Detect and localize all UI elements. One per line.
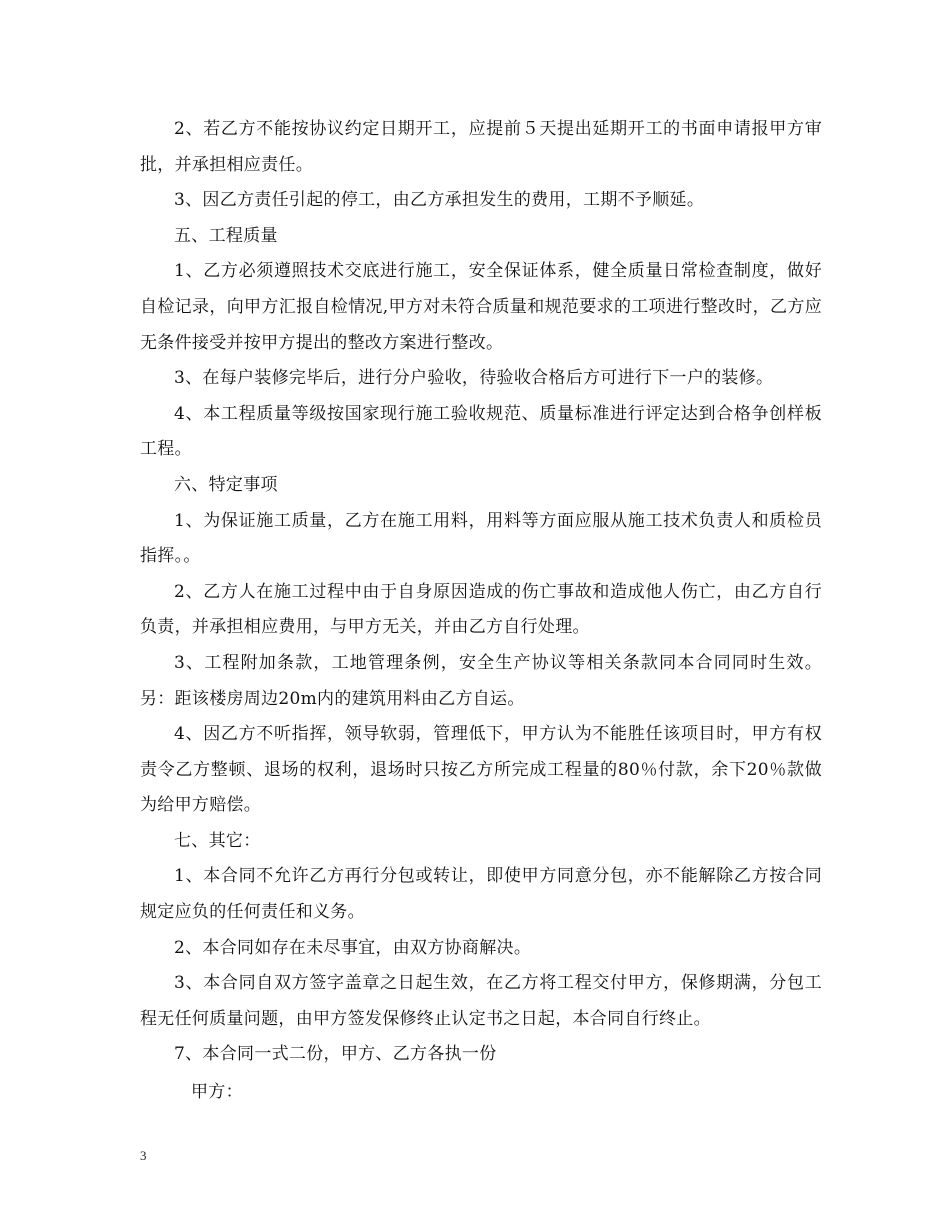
- signature-label-party-a: 甲方：: [191, 1082, 243, 1103]
- clause-other-3: 3、本合同自双方签字盖章之日起生效，在乙方将工程交付甲方，保修期满，分包工程无任何质量问题，由甲方签发保修终止认定书之日起，本合同自行终止。: [140, 973, 822, 1029]
- clause-quality-1: 1、乙方必须遵照技术交底进行施工，安全保证体系，健全质量日常检查制度，做好自检记录，向甲方汇报自检情况,甲方对未符合质量和规范要求的工项进行整改时，乙方应无条件接受并按甲方提出的整改方案进行整改。: [140, 261, 822, 353]
- section-heading-special: 六、特定事项: [174, 474, 278, 495]
- clause-special-2: 2、乙方人在施工过程中由于自身原因造成的伤亡事故和造成他人伤亡，由乙方自行负责，并承担相应费用，与甲方无关，并由乙方自行处理。: [140, 581, 822, 638]
- clause-copies: 7、本合同一式二份，甲方、乙方各执一份: [174, 1044, 497, 1065]
- clause-quality-3: 3、在每户装修完毕后，进行分户验收，待验收合格后方可进行下一户的装修。: [174, 368, 774, 389]
- clause-special-3: 3、工程附加条款，工地管理条例，安全生产协议等相关条款同本合同同时生效。另：距该楼房周边20m内的建筑用料由乙方自运。: [140, 652, 822, 709]
- clause-special-4: 4、因乙方不听指挥，领导软弱，管理低下，甲方认为不能胜任该项目时，甲方有权责令乙方整顿、退场的权利，退场时只按乙方所完成工程量的80％付款，余下20％款做为给甲方赔偿。: [140, 724, 822, 816]
- clause-other-1: 1、本合同不允许乙方再行分包或转让，即使甲方同意分包，亦不能解除乙方按合同规定应负的任何责任和义务。: [140, 866, 822, 923]
- page-number: 3: [140, 1148, 147, 1163]
- document-body: [140, 112, 822, 1111]
- section-heading-other: 七、其它：: [174, 830, 261, 851]
- clause-3-stoppage: 3、因乙方责任引起的停工，由乙方承担发生的费用，工期不予顺延。: [174, 190, 705, 211]
- section-heading-quality: 五、工程质量: [174, 225, 278, 246]
- clause-special-1: 1、为保证施工质量，乙方在施工用料，用料等方面应服从施工技术负责人和质检员指挥。。: [140, 510, 822, 567]
- clause-other-2: 2、本合同如存在未尽事宜，由双方协商解决。: [174, 937, 532, 958]
- clause-quality-4: 4、本工程质量等级按国家现行施工验收规范、质量标准进行评定达到合格争创样板工程。: [140, 403, 822, 460]
- clause-2-delay-start: 2、若乙方不能按协议约定日期开工，应提前５天提出延期开工的书面申请报甲方审批，并承担相应责任。: [140, 119, 822, 175]
